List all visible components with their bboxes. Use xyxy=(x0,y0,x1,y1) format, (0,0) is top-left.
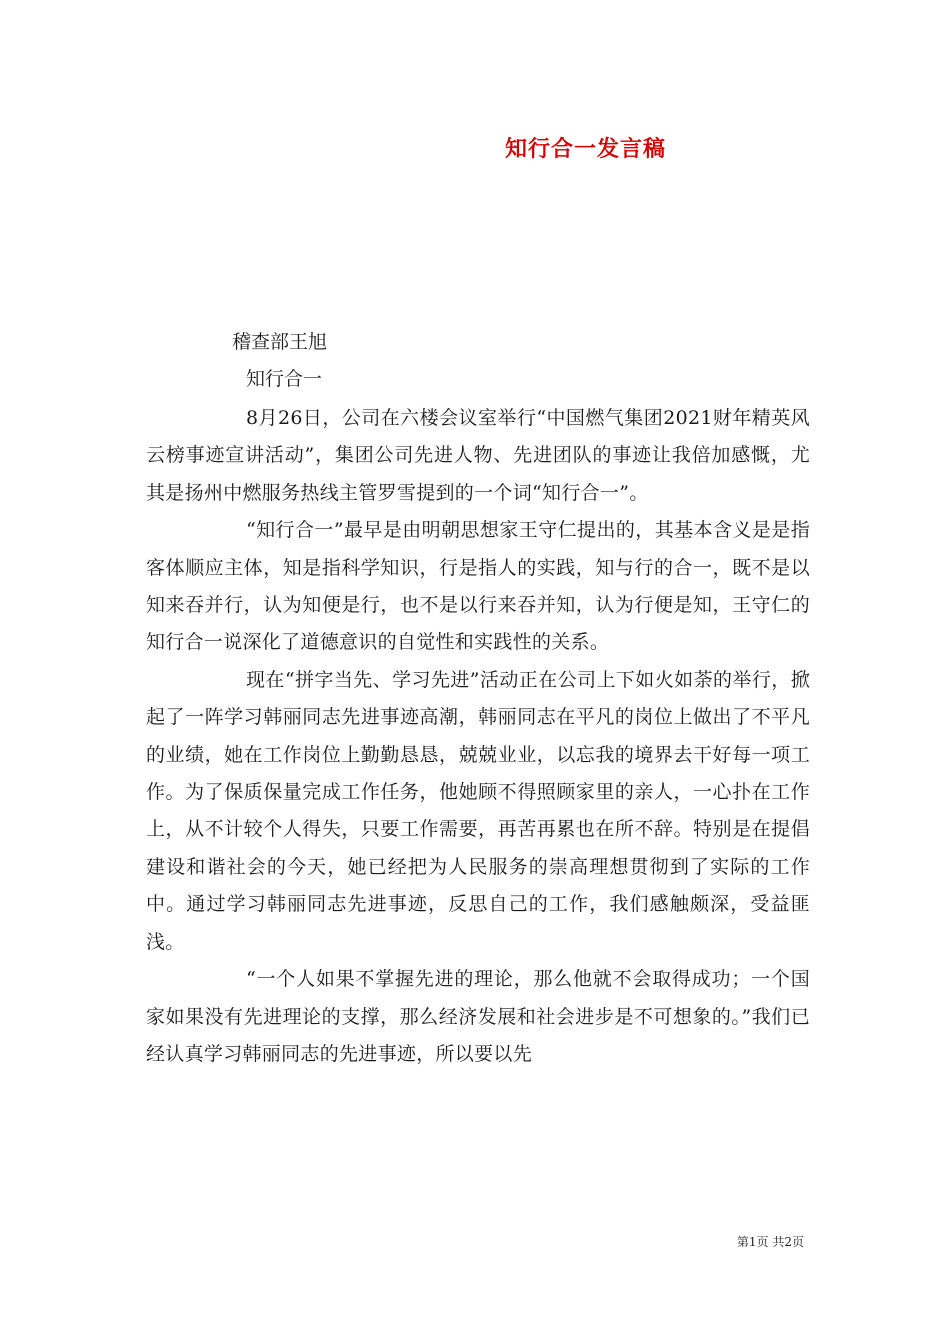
paragraph: 现在“拼字当先、学习先进”活动正在公司上下如火如荼的举行，掀起了一阵学习韩丽同志先进事迹高潮，韩丽同志在平凡的岗位上做出了不平凡的业绩，她在工作岗位上勤勤恳恳，兢兢业业，以忘我的境界去干好每一项工作。为了保质保量完成工作任务，他她顾不得照顾家里的亲人，一心扑在工作上，从不计较个人得失，只要工作需要，再苦再累也在所不辞。特别是在提倡建设和谐社会的今天，她已经把为人民服务的崇高理想贯彻到了实际的工作中。通过学习韩丽同志先进事迹，反思自己的工作，我们感触颇深，受益匪浅。 xyxy=(146,668,810,953)
page-number-footer: 第1页 共2页 xyxy=(736,1235,804,1249)
document-body xyxy=(146,400,810,1073)
paragraph: “一个人如果不掌握先进的理论，那么他就不会取得成功；一个国家如果没有先进理论的支撑，那么经济发展和社会进步是不可想象的。”我们已经认真学习韩丽同志的先进事迹，所以要以先 xyxy=(146,968,810,1065)
document-title: 知行合一发言稿 xyxy=(505,136,667,162)
paragraph: 8月26日，公司在六楼会议室举行“中国燃气集团2021财年精英风云榜事迹宣讲活动”，集团公司先进人物、先进团队的事迹让我倍加感慨，尤其是扬州中燃服务热线主管罗雪提到的一个词“知行合一”。 xyxy=(146,407,810,504)
paragraph: “知行合一”最早是由明朝思想家王守仁提出的，其基本含义是是指客体顺应主体，知是指科学知识，行是指人的实践，知与行的合一，既不是以知来吞并行，认为知便是行，也不是以行来吞并知，认为行便是知，王守仁的知行合一说深化了道德意识的自觉性和实践性的关系。 xyxy=(146,519,810,654)
document-subtitle: 知行合一 xyxy=(246,368,323,390)
author-line: 稽查部王旭 xyxy=(232,331,328,353)
